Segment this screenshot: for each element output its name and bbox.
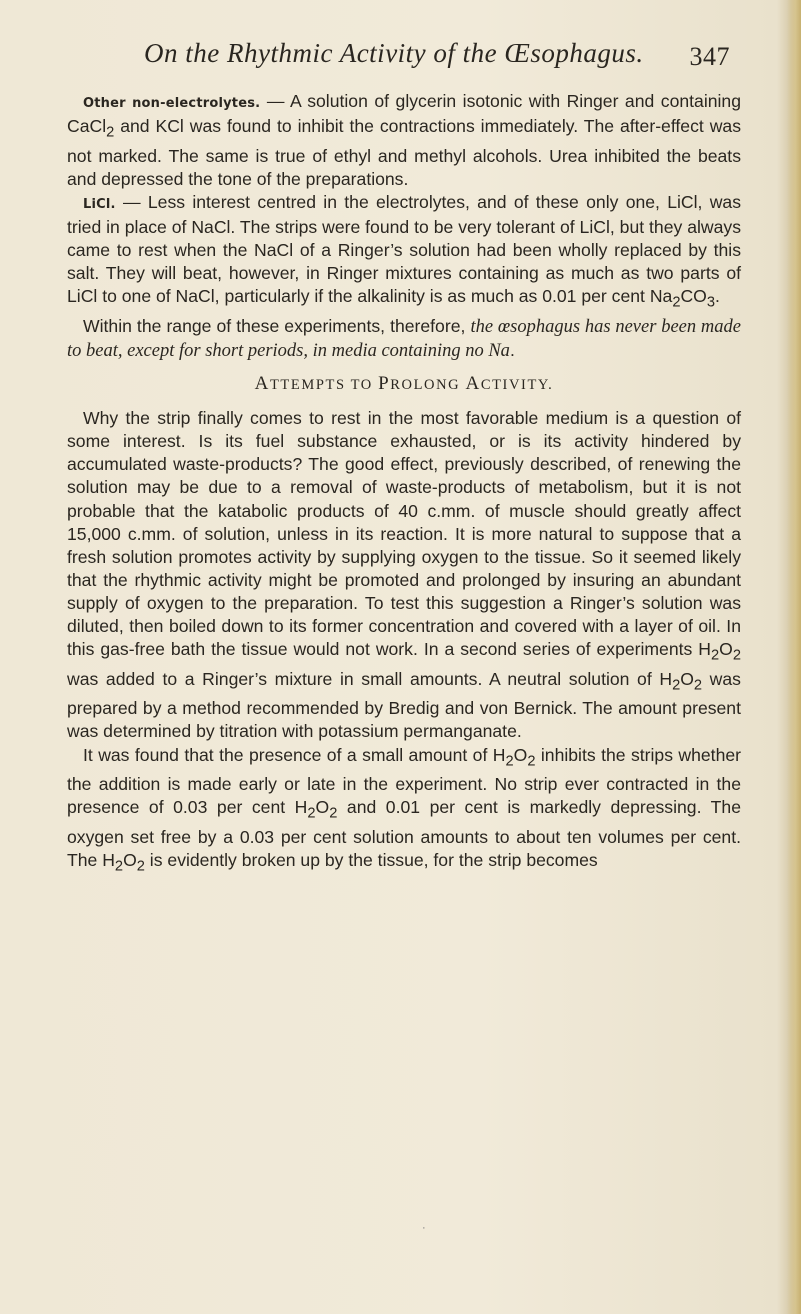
section-heading: ATTEMPTS TO PROLONG ACTIVITY. <box>254 373 554 395</box>
run-in-heading: Other non-electrolytes. <box>83 96 261 111</box>
paragraph-other-non-electrolytes: Other non-electrolytes. — A solution of glycerin isotonic with Ringer and containing CaCl$_2$ and KCl was found to inhibit the contractions immediately. The after-effect was not marked. The same is true of ethyl and methyl alcohols. Urea inhibited the beats and depressed the tone of the preparations. <box>67 91 741 189</box>
paragraph-within-range: Within the range of these experiments, therefore, the œsophagus has never been made to beat, except for short periods, in media containing no Na. <box>67 315 741 361</box>
body-text <box>67 90 741 879</box>
page-edge <box>787 0 801 1314</box>
paragraph-h2o2-found: It was found that the presence of a small amount of $H_2O_2$ inhibits the strips whether the addition is made early or late in the experiment. No strip ever contracted in the presence of 0.03 per cent $H_2O_2$ and 0.01 per cent is markedly depressing. The oxygen set free by a 0.03 per cent solution amounts to about ten volumes per cent. The $H_2O_2$ is evidently broken up by the tissue, for the strip becomes <box>67 744 741 875</box>
paragraph-why-strip-rests: Why the strip finally comes to rest in the most favorable medium is a question of some interest. Is its fuel substance exhausted, or is its activity hindered by accumulated waste-products? The good effect, previously described, of renewing the solution may be due to a removal of waste-products of metabolism, but it is not probable that the katabolic products of 40 c.mm. of muscle should greatly affect 15,000 c.mm. of solution, unless in its reaction. It is more natural to suppose that a fresh solution promotes activity by supplying oxygen to the tissue. So it seemed likely that the rhythmic activity might be promoted and prolonged by insuring an abundant supply of oxygen to the preparation. To test this suggestion a Ringer’s solution was diluted, then boiled down to its former concentration and covered with a layer of oil. In this gas-free bath the tissue would not work. In a second series of experiments $H_2O_2$ was added to a Ringer’s mixture in small amounts. A neutral solution of $H_2O_2$ was prepared by a method recommended by Bredig and von Bernick. The amount present was determined by titration with potassium permanganate. <box>67 408 741 742</box>
italic-conclusion: the œsophagus has never been made to beat, except for short periods, in media containing no Na <box>67 316 741 361</box>
print-speck: · <box>422 1222 426 1234</box>
run-in-heading: LiCl. <box>83 196 116 212</box>
page-number: 347 <box>689 42 730 71</box>
paragraph-licl: LiCl. — Less interest centred in the electrolytes, and of these only one, LiCl, was tried in place of NaCl. The strips were found to be very tolerant of LiCl, but they always came to rest when the NaCl of a Ringer’s solution had been wholly replaced by this salt. They will beat, however, in Ringer mixtures containing as much as two parts of LiCl to one of NaCl, particularly if the alkalinity is as much as 0.01 per cent $Na_2CO_3$. <box>67 191 741 311</box>
running-header <box>52 38 742 78</box>
running-title: On the Rhythmic Activity of the Œsophagus. <box>144 38 644 68</box>
